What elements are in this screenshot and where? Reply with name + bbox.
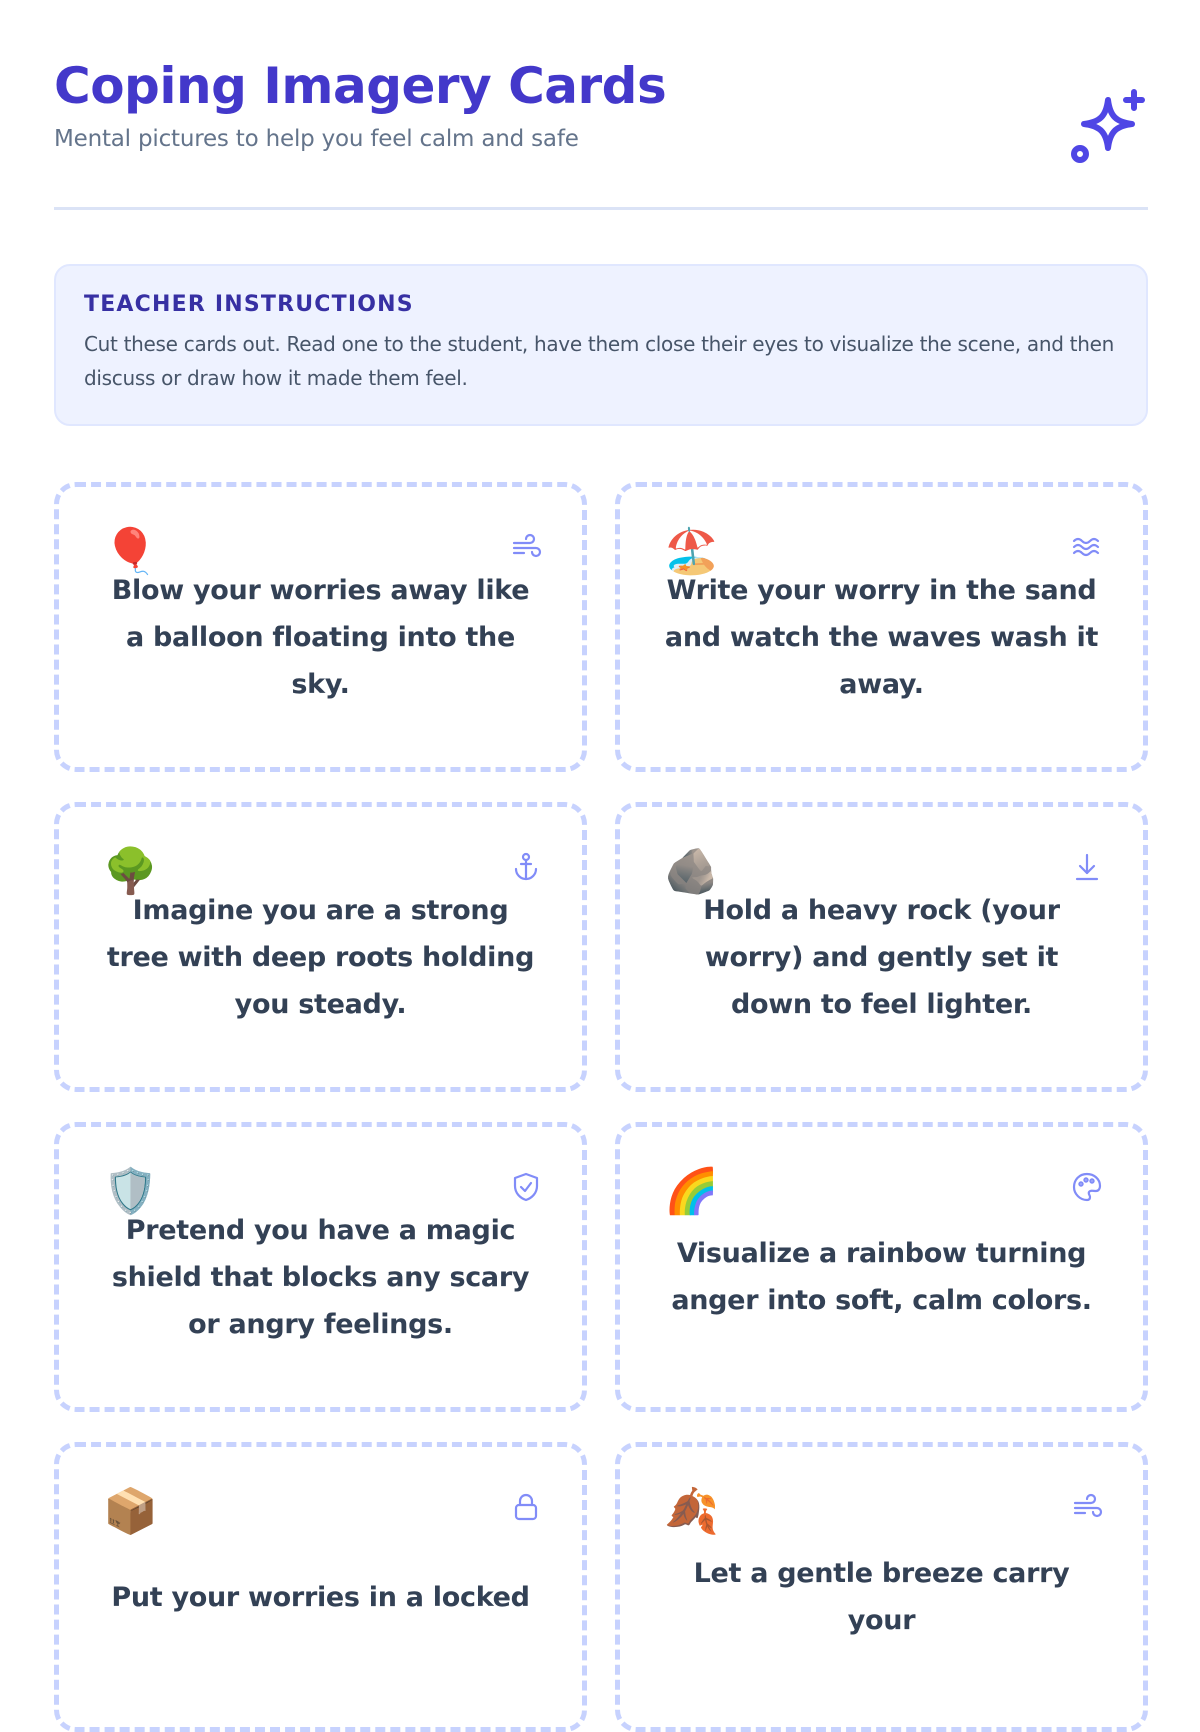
instructions-text: Cut these cards out. Read one to the student, have them close their eyes to visualize the scene, and then discuss or draw how it made them feel. (84, 332, 1114, 390)
imagery-card[interactable] (54, 1122, 587, 1412)
header-divider (54, 207, 1148, 210)
card-text: Put your worries in a locked (111, 1581, 530, 1613)
card-text: Let a gentle breeze carry your (693, 1558, 1070, 1636)
card-text: Imagine you are a strong tree with deep roots holding you steady. (106, 894, 535, 1020)
imagery-card[interactable] (54, 1442, 587, 1732)
card-text: Blow your worries away like a balloon floating into the sky. (111, 574, 530, 700)
imagery-card[interactable] (615, 1122, 1148, 1412)
sparkle-icon (1068, 88, 1148, 168)
imagery-card[interactable] (615, 482, 1148, 772)
card-text: Pretend you have a magic shield that blocks any scary or angry feelings. (111, 1214, 530, 1340)
card-text: Visualize a rainbow turning anger into soft, calm colors. (671, 1238, 1092, 1316)
balloon-emoji: 🎈 (103, 526, 158, 577)
instructions-title: TEACHER INSTRUCTIONS (84, 292, 414, 317)
imagery-card[interactable] (54, 802, 587, 1092)
leaves-emoji: 🍂 (664, 1486, 719, 1537)
box-emoji: 📦 (103, 1486, 158, 1537)
page-title: Coping Imagery Cards (54, 57, 667, 115)
rock-emoji: 🪨 (664, 846, 719, 897)
card-text: Hold a heavy rock (your worry) and gently set it down to feel lighter. (703, 894, 1060, 1020)
card-text: Write your worry in the sand and watch the waves wash it away. (664, 574, 1099, 700)
page-subtitle: Mental pictures to help you feel calm and safe (54, 126, 579, 152)
page-header (54, 50, 1148, 210)
imagery-card[interactable] (615, 1442, 1148, 1732)
shield-emoji: 🛡️ (103, 1166, 158, 1217)
imagery-card[interactable] (54, 482, 587, 772)
teacher-instructions-box (54, 264, 1148, 426)
tree-emoji: 🌳 (103, 846, 158, 897)
beach-emoji: 🏖️ (664, 526, 719, 577)
rainbow-emoji: 🌈 (664, 1166, 719, 1217)
imagery-card[interactable] (615, 802, 1148, 1092)
